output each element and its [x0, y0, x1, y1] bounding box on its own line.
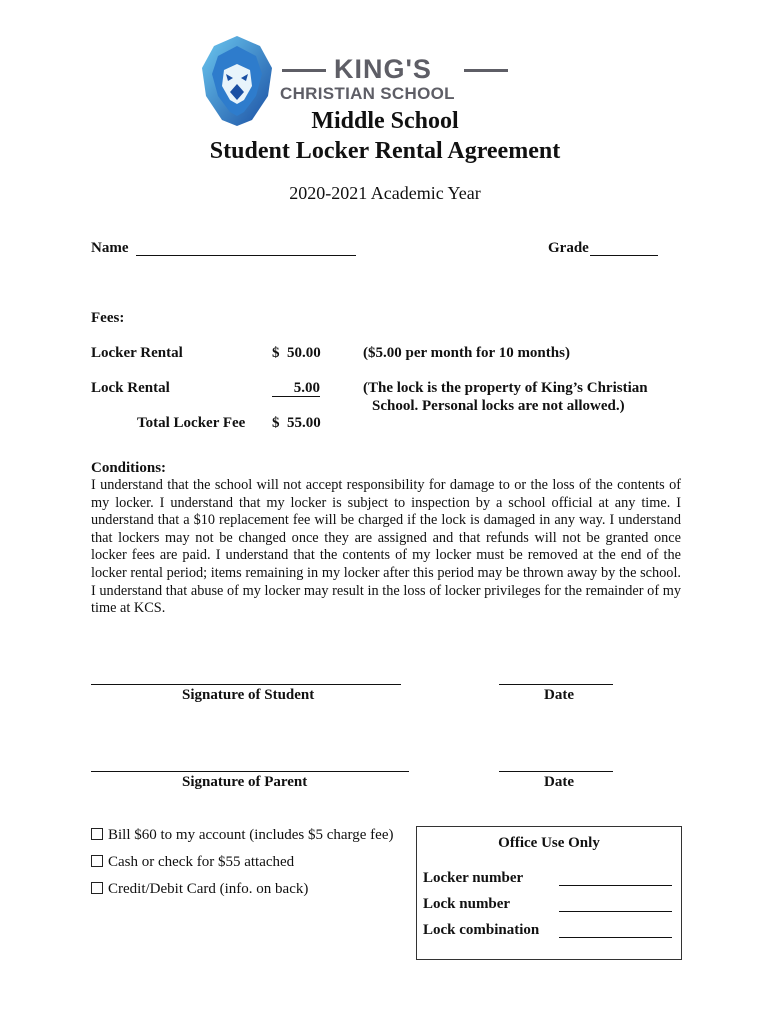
student-signature-field[interactable]: [91, 684, 401, 685]
office-use-box: [416, 826, 682, 960]
fee-note-locker: ($5.00 per month for 10 months): [363, 345, 570, 361]
parent-date-field[interactable]: [499, 771, 613, 772]
locker-number-field[interactable]: [559, 885, 672, 886]
fee-amount-locker: $ 50.00: [272, 345, 321, 361]
fee-note-lock-line1: (The lock is the property of King’s Christian: [363, 380, 648, 396]
payment-option-label: Credit/Debit Card (info. on back): [108, 881, 309, 897]
lock-number-field[interactable]: [559, 911, 672, 912]
page-title: Middle School: [311, 108, 459, 134]
payment-option-cash[interactable]: [91, 854, 294, 871]
checkbox[interactable]: [91, 882, 103, 894]
name-label: Name: [91, 240, 129, 256]
lock-combination-label: Lock combination: [423, 922, 540, 938]
student-date-field[interactable]: [499, 684, 613, 685]
student-signature-label: Signature of Student: [182, 687, 315, 703]
grade-label: Grade: [548, 240, 589, 256]
payment-option-card[interactable]: [91, 881, 308, 898]
fee-label-total: Total Locker Fee: [137, 415, 246, 431]
fee-note-lock-line2: School. Personal locks are not allowed.): [372, 398, 625, 414]
payment-option-bill[interactable]: [91, 827, 393, 844]
payment-option-label: Bill $60 to my account (includes $5 charge fee): [108, 827, 394, 843]
lock-number-label: Lock number: [423, 896, 511, 912]
parent-signature-label: Signature of Parent: [182, 774, 308, 790]
student-date-label: Date: [544, 687, 574, 703]
conditions-text: I understand that the school will not accept responsibility for damage to or the loss of the contents of my locker. I understand that my locker is subject to inspection by a school official at any time. I understand that a $10 replacement fee will be charged if the lock is damaged in any way. I understand that lockers may not be changed once they are assigned and that refunds will not be granted once locker fees are paid. I understand that the contents of my locker must be removed at the end of the locker rental period; items remaining in my locker after this period may be thrown away by the school. I understand that abuse of my locker may result in the loss of locker privileges for the remainder of my time at KCS.: [91, 477, 681, 617]
fees-heading: Fees:: [91, 310, 125, 326]
parent-date-label: Date: [544, 774, 574, 790]
grade-field[interactable]: [590, 255, 658, 256]
fee-amount-total: $ 55.00: [272, 415, 321, 431]
locker-number-label: Locker number: [423, 870, 524, 886]
academic-year: 2020-2021 Academic Year: [289, 183, 481, 203]
fee-label-locker: Locker Rental: [91, 345, 183, 361]
payment-option-label: Cash or check for $55 attached: [108, 854, 295, 870]
lock-combination-field[interactable]: [559, 937, 672, 938]
name-field[interactable]: [136, 255, 356, 256]
logo-text-kings: KING'S: [334, 54, 432, 84]
fee-amount-lock: 5.00: [272, 380, 320, 397]
checkbox[interactable]: [91, 828, 103, 840]
conditions-heading: Conditions:: [91, 460, 167, 476]
logo-text-school: CHRISTIAN SCHOOL: [280, 84, 455, 103]
parent-signature-field[interactable]: [91, 771, 409, 772]
office-use-title: Office Use Only: [498, 835, 600, 851]
fee-label-lock: Lock Rental: [91, 380, 170, 396]
checkbox[interactable]: [91, 855, 103, 867]
page-subtitle: Student Locker Rental Agreement: [209, 138, 561, 164]
